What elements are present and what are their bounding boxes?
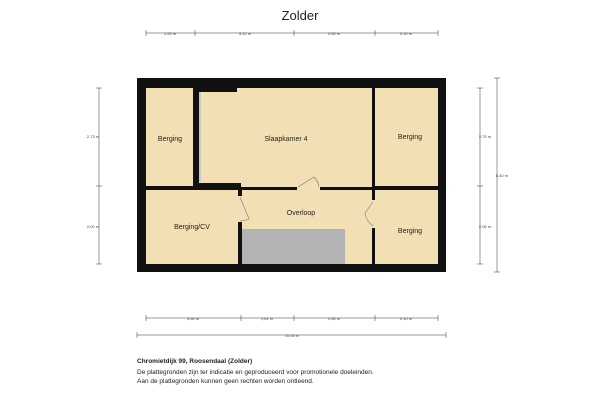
- floor-title: Zolder: [281, 8, 319, 23]
- label-berging-cv: Berging/CV: [174, 224, 210, 231]
- dimension-top: [146, 30, 438, 36]
- wall-overloop-top-2: [320, 187, 372, 190]
- dim-bottom-total: 10,16 m: [284, 333, 300, 338]
- caption: [137, 358, 374, 386]
- dim-right-1: 2,75 m: [478, 134, 492, 139]
- dim-bottom-1: 3,94 m: [186, 316, 200, 321]
- door-gap-right: [372, 200, 375, 228]
- dim-bottom-4: 2,10 m: [399, 316, 413, 321]
- dim-top-3: 2,55 m: [327, 31, 341, 36]
- wall-right-horizontal: [375, 186, 438, 190]
- dim-bottom-2: 1,61 m: [260, 316, 274, 321]
- label-slaapkamer-4: Slaapkamer 4: [264, 136, 308, 143]
- slaapkamer-window-strip: [199, 92, 201, 182]
- label-overloop: Overloop: [286, 210, 316, 217]
- slaapkamer-wall-left: [193, 88, 199, 187]
- dim-top-2: 3,12 m: [238, 31, 252, 36]
- caption-line-2: Aan de plattegronden kunnen geen rechten worden ontleend.: [137, 377, 314, 385]
- door-gap-overloop: [297, 186, 320, 190]
- caption-line-1: De plattegronden zijn ter indicatie en geproduceerd voor promotionele doeleinden.: [137, 369, 374, 377]
- caption-title: Chromietdijk 99, Roosendaal (Zolder): [137, 358, 253, 365]
- dimension-right: [477, 88, 483, 264]
- dim-right-total: 5,40 m: [495, 173, 509, 178]
- dim-top-4: 2,10 m: [399, 31, 413, 36]
- dim-top-1: 1,53 m: [163, 31, 177, 36]
- wall-right-vertical: [372, 88, 375, 264]
- label-berging-top-right: Berging: [397, 134, 423, 141]
- room-berging-bottom-right: [375, 190, 438, 264]
- stairs: [241, 229, 345, 264]
- slaapkamer-wall-bottom: [193, 183, 241, 187]
- slaapkamer-wall-top: [193, 88, 237, 92]
- wall-left-horizontal: [146, 186, 195, 190]
- dim-bottom-3: 2,55 m: [327, 316, 341, 321]
- label-berging-left: Berging: [157, 136, 183, 143]
- dim-left-1: 2,73 m: [86, 134, 100, 139]
- label-berging-bottom-right: Berging: [397, 228, 423, 235]
- dim-right-2: 2,06 m: [478, 224, 492, 229]
- dim-left-2: 2,00 m: [86, 224, 100, 229]
- dimension-left: [96, 88, 102, 264]
- wall-overloop-top: [241, 187, 297, 190]
